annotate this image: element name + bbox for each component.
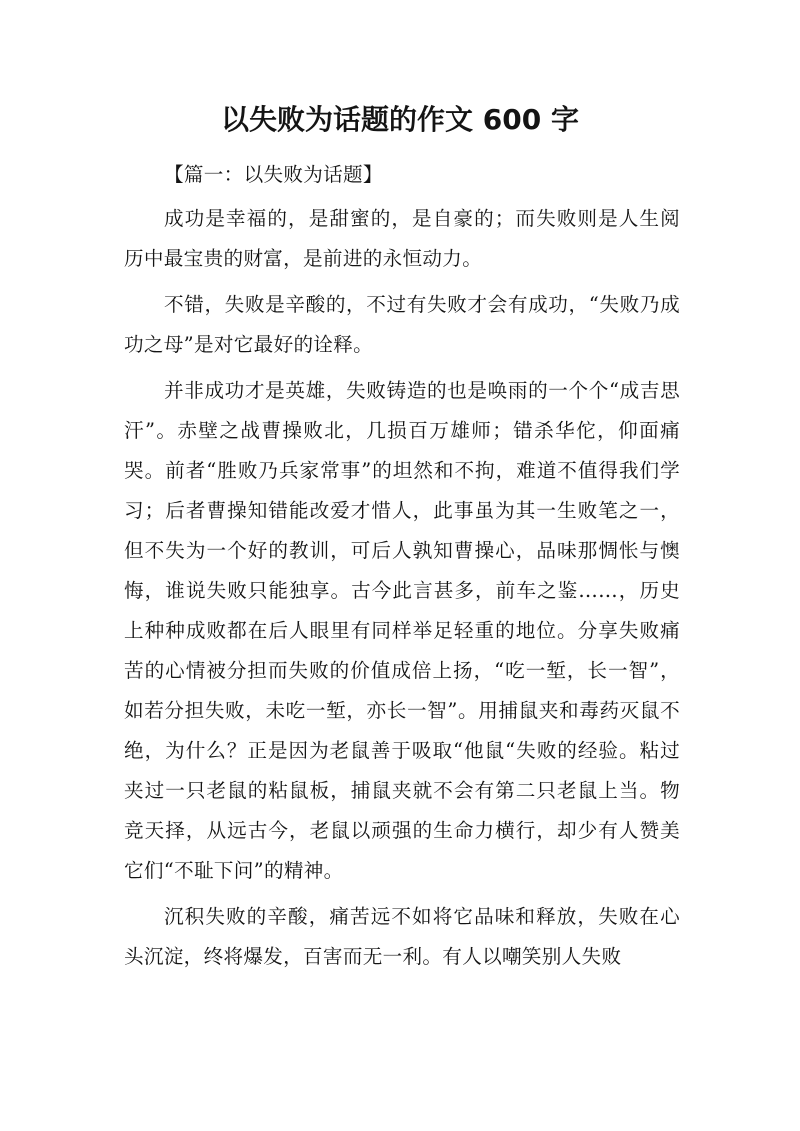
paragraph: 沉积失败的辛酸，痛苦远不如将它品味和释放，失败在心头沉淀，终将爆发，百害而无一利。有人以嘲笑别人失败 [124, 905, 680, 968]
section-heading: 【篇一：以失败为话题】 [164, 163, 383, 186]
document-title: 以失败为话题的作文 600 字 [221, 103, 579, 136]
paragraph: 不错，失败是辛酸的，不过有失败才会有成功，“失败乃成功之母”是对它最好的诠释。 [124, 293, 680, 356]
paragraph: 成功是幸福的，是甜蜜的，是自豪的；而失败则是人生阅历中最宝贵的财富，是前进的永恒动力。 [124, 207, 680, 270]
paragraph: 并非成功才是英雄，失败铸造的也是唤雨的一个个“成吉思汗”。赤壁之战曹操败北，几损百万雄师；错杀华佗，仰面痛哭。前者“胜败乃兵家常事”的坦然和不拘，难道不值得我们学习；后者曹操知错能改爱才惜人，此事虽为其一生败笔之一，但不失为一个好的教训，可后人孰知曹操心，品味那惆怅与懊悔，谁说失败只能独享。古今此言甚多，前车之鉴……，历史上种种成败都在后人眼里有同样举足轻重的地位。分享失败痛苦的心情被分担而失败的价值成倍上扬，“吃一堑，长一智”，如若分担失败，未吃一堑，亦长一智”。用捕鼠夹和毒药灭鼠不绝，为什么？正是因为老鼠善于吸取“他鼠“失败的经验。粘过夹过一只老鼠的粘鼠板，捕鼠夹就不会有第二只老鼠上当。物竞天择，从远古今，老鼠以顽强的生命力横行，却少有人赞美它们“不耻下问”的精神。 [124, 379, 680, 882]
document-body [124, 155, 680, 983]
